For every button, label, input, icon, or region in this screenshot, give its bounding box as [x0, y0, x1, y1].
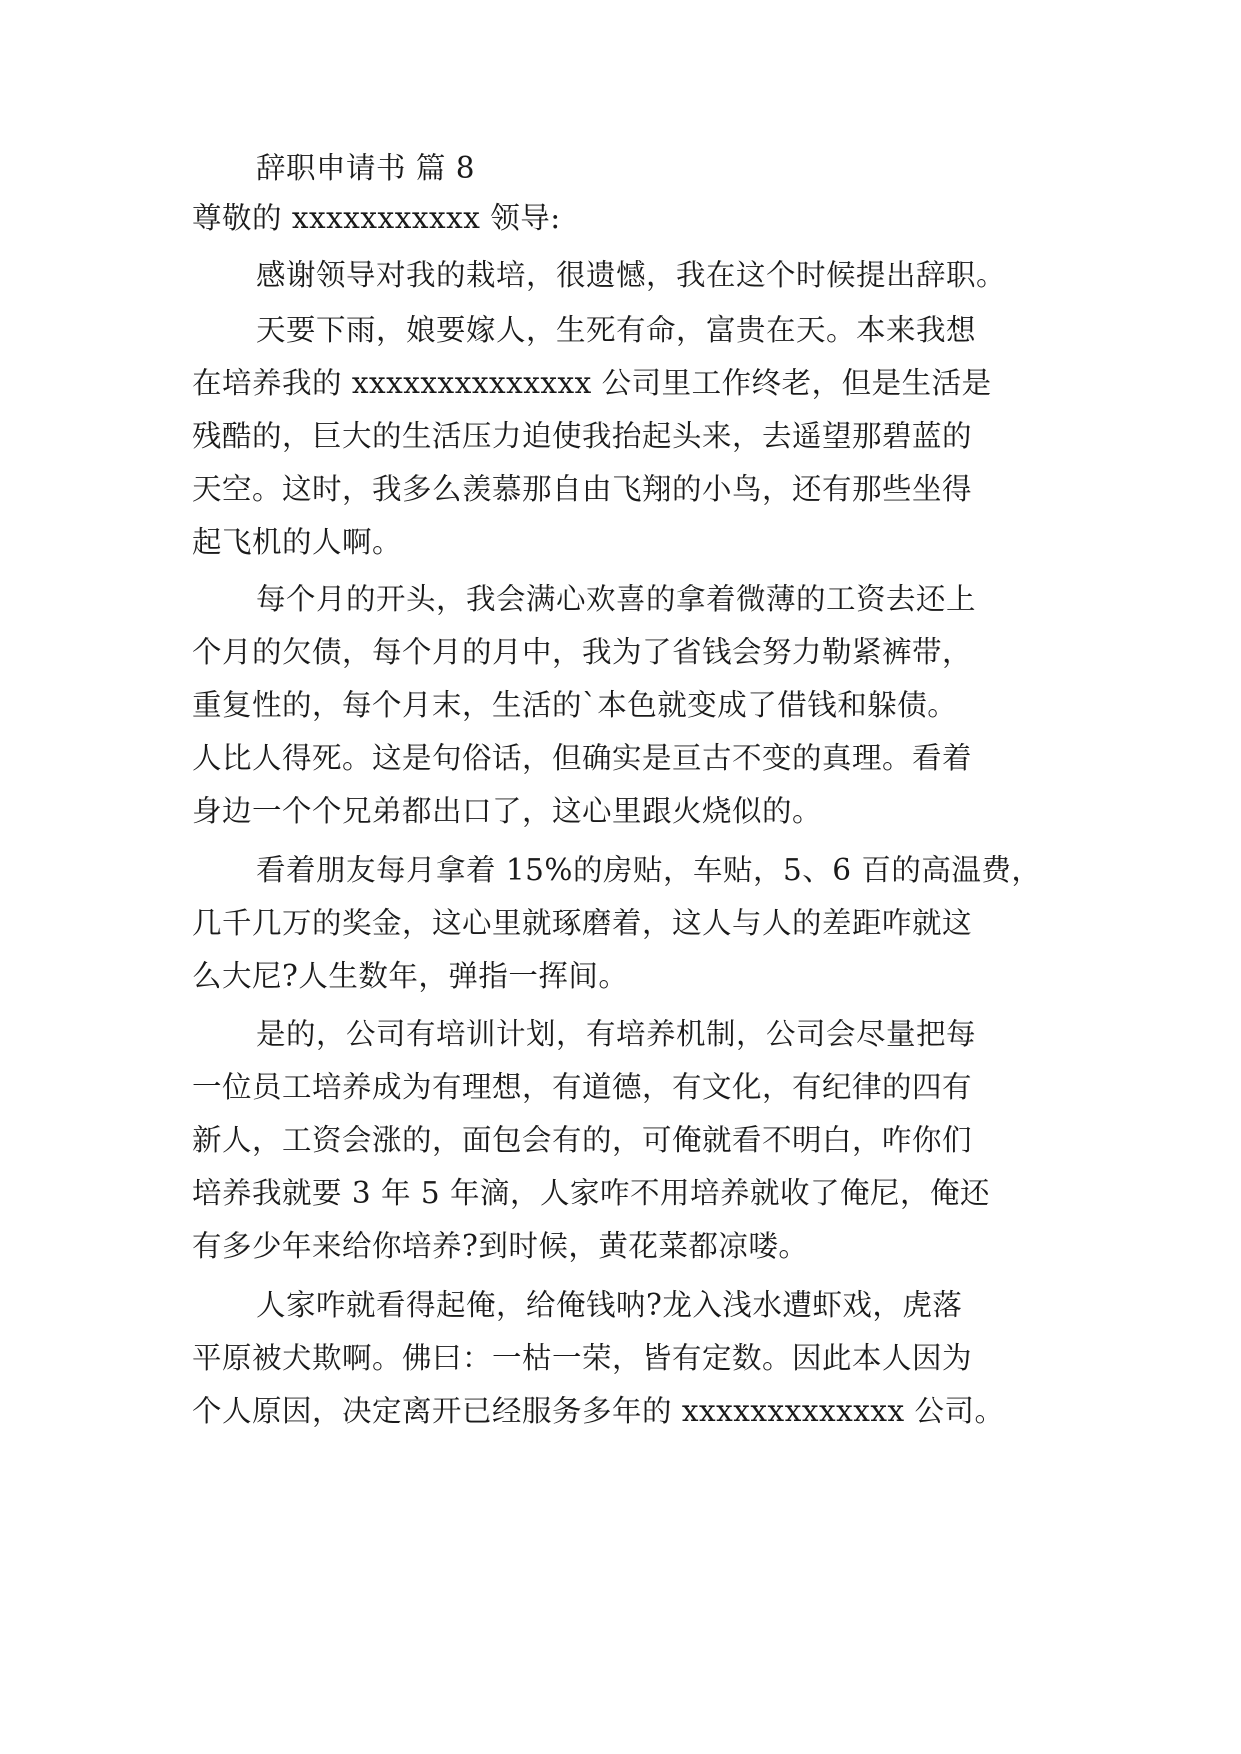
paragraph-line: 是的，公司有培训计划，有培养机制，公司会尽量把每 [256, 1017, 977, 1051]
paragraph-line: 平原被犬欺啊。佛曰：一枯一荣，皆有定数。因此本人因为 [192, 1341, 973, 1375]
document-heading: 辞职申请书 篇 8 [256, 151, 476, 185]
paragraph-line: 残酷的，巨大的生活压力迫使我抬起头来，去遥望那碧蓝的 [192, 419, 973, 453]
salutation: 尊敬的 xxxxxxxxxxx 领导: [192, 201, 561, 235]
paragraph-line: 感谢领导对我的栽培，很遗憾，我在这个时候提出辞职。 [256, 258, 1007, 292]
paragraph-line: 个人原因，决定离开已经服务多年的 xxxxxxxxxxxxx 公司。 [192, 1394, 1005, 1428]
paragraph-line: 培养我就要 3 年 5 年滴，人家咋不用培养就收了俺尼，俺还 [192, 1176, 991, 1210]
paragraph-line: 人家咋就看得起俺，给俺钱呐?龙入浅水遭虾戏，虎落 [256, 1288, 963, 1322]
paragraph-line: 看着朋友每月拿着 15%的房贴，车贴，5、6 百的高温费， [256, 853, 1042, 887]
paragraph-line: 么大尼?人生数年，弹指一挥间。 [192, 959, 629, 993]
paragraph-line: 重复性的，每个月末，生活的`本色就变成了借钱和躲债。 [192, 688, 958, 722]
paragraph-line: 新人，工资会涨的，面包会有的，可俺就看不明白，咋你们 [192, 1123, 973, 1157]
paragraph-line: 起飞机的人啊。 [192, 525, 403, 559]
paragraph-line: 天要下雨，娘要嫁人，生死有命，富贵在天。本来我想 [256, 313, 977, 347]
paragraph-line: 人比人得死。这是句俗话，但确实是亘古不变的真理。看着 [192, 741, 973, 775]
paragraph-line: 天空。这时，我多么羡慕那自由飞翔的小鸟，还有那些坐得 [192, 472, 973, 506]
paragraph-line: 个月的欠债，每个月的月中，我为了省钱会努力勒紧裤带， [192, 635, 973, 669]
paragraph-line: 身边一个个兄弟都出口了，这心里跟火烧似的。 [192, 794, 823, 828]
paragraph-line: 有多少年来给你培养?到时候，黄花菜都凉喽。 [192, 1229, 809, 1263]
paragraph-line: 几千几万的奖金，这心里就琢磨着，这人与人的差距咋就这 [192, 906, 973, 940]
paragraph-line: 一位员工培养成为有理想，有道德，有文化，有纪律的四有 [192, 1070, 973, 1104]
paragraph-line: 每个月的开头，我会满心欢喜的拿着微薄的工资去还上 [256, 582, 977, 616]
paragraph-line: 在培养我的 xxxxxxxxxxxxxx 公司里工作终老，但是生活是 [192, 366, 992, 400]
